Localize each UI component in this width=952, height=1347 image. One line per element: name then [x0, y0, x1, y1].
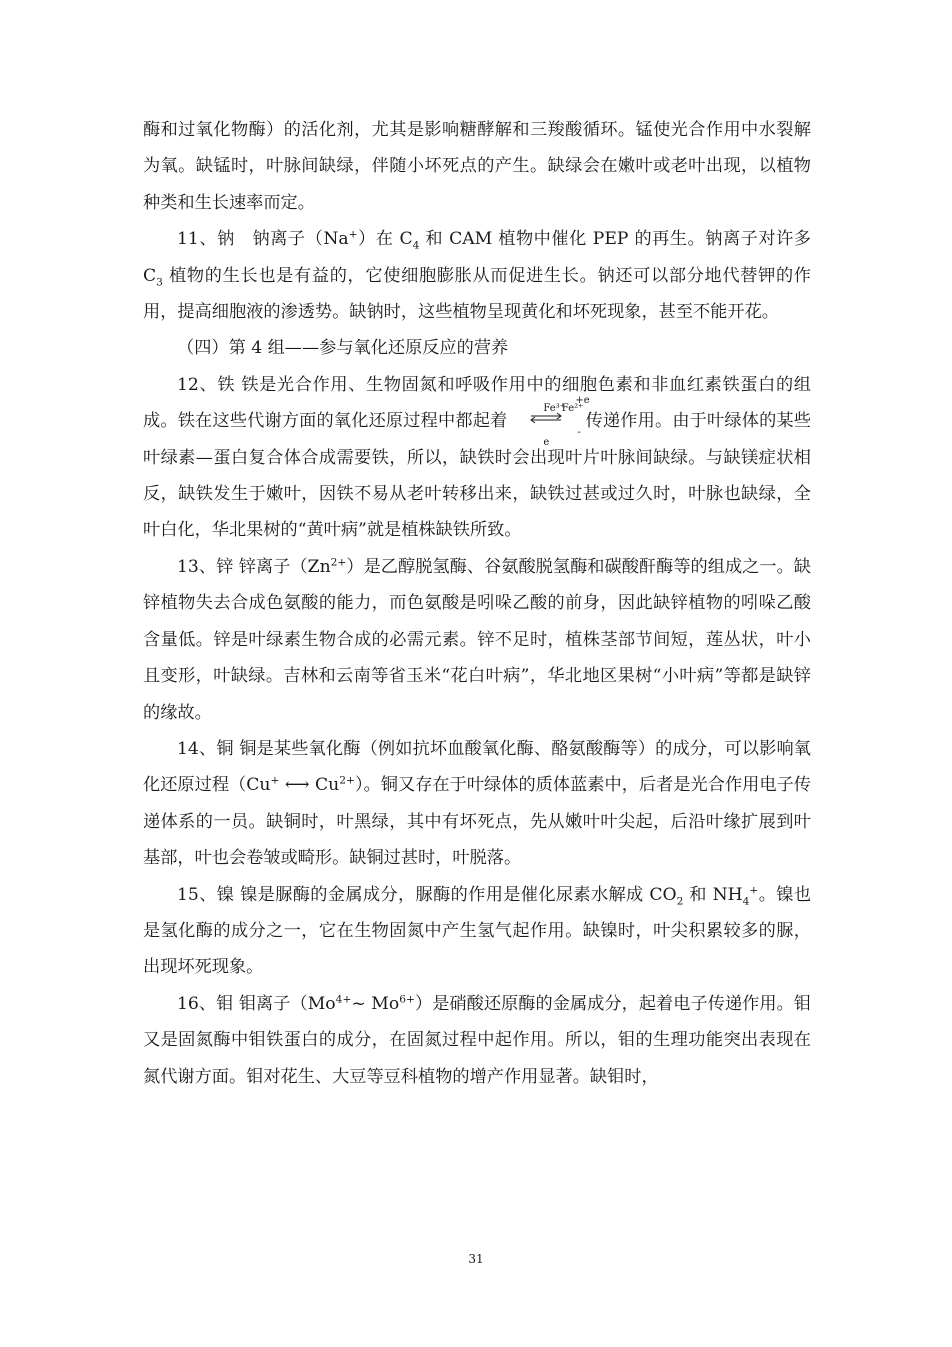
- text-run: 14、铜 铜是某些氧化酶（例如抗坏血酸氧化酶、酪氨酸酶等）的成分，可以影响氧化还原过程（Cu: [143, 738, 811, 796]
- superscript: 4+: [335, 992, 352, 1006]
- text-run: ）。铜又存在于叶绿体的质体蓝素中，后者是光合作用电子传递体系的一员。缺铜时，叶黑绿，其中有坏死点，先从嫩叶叶尖起，后沿叶缘扩展到叶基部，叶也会卷皱或畸形。缺铜过甚时，叶脱落。: [143, 775, 811, 869]
- text-run: 15、镍 镍是脲酶的金属成分，脲酶的作用是催化尿素水解成 CO: [177, 884, 677, 905]
- redox-left: Fe³⁺: [543, 403, 566, 415]
- superscript: 2+: [330, 555, 347, 569]
- text-run: ）是乙醇脱氢酶、谷氨酸脱氢酶和碳酸酐酶等的组成之一。缺锌植物失去合成色氨酸的能力，而色氨酸是吲哚乙酸的前身，因此缺锌植物的吲哚乙酸含量低。锌是叶绿素生物合成的必需元素。锌不足时，植株茎部节间短，莲丛状，叶小且变形，叶缺绿。吉林和云南等省玉米“花白叶病”，华北地区果树“小叶病”等都是缺锌的缘故。: [143, 556, 811, 723]
- paragraph-copper: [143, 731, 811, 877]
- paragraph-molybdenum: [143, 986, 811, 1095]
- text-run: 和 NH: [683, 884, 743, 905]
- text-run: 传递作用。由于叶绿体的某些叶绿素—蛋白复合体合成需要铁，所以，缺铁时会出现叶片叶脉间缺绿。与缺镁症状相反，缺铁发生于嫩叶，因铁不易从老叶转移出来，缺铁过甚或过久时，叶脉也缺绿，全叶白化，华北果树的“黄叶病”就是植株缺铁所致。: [143, 411, 811, 541]
- text-run: 。镍也是氢化酶的成分之一，它在生物固氮中产生氢气起作用。缺镍时，叶尖积累较多的脲，出现坏死现象。: [143, 884, 811, 978]
- section-heading-group4: （四）第 4 组——参与氧化还原反应的营养: [177, 338, 509, 359]
- redox-equation: [507, 395, 590, 449]
- paragraph-iron: [143, 367, 811, 549]
- document-body: [143, 112, 811, 1095]
- subscript: 3: [156, 275, 163, 289]
- page-number: 31: [468, 1252, 484, 1266]
- subscript: 2: [676, 893, 684, 907]
- superscript: +: [270, 773, 280, 787]
- text-run: 植物的生长也是有益的，它使细胞膨胀从而促进生长。钠还可以部分地代替钾的作用，提高细胞液的渗透势。缺钠时，这些植物呈现黄化和坏死现象，甚至不能开花。: [143, 265, 811, 323]
- text-run: ）在 C: [357, 229, 413, 250]
- subscript: 4: [412, 238, 420, 252]
- text-run: 12、铁 铁是光合作用、生物固氮和呼吸作用中的细胞色素和非血红素铁蛋白的组成。铁在这些代谢方面的氧化还原过程中都起着: [143, 374, 811, 432]
- text-run: 11、钠 钠离子（Na: [177, 229, 349, 250]
- subscript: 4: [742, 893, 750, 907]
- text-run: ）是硝酸还原酶的金属成分，起着电子传递作用。钼又是固氮酶中钼铁蛋白的成分，在固氮过程中起作用。所以，钼的生理功能突出表现在氮代谢方面。钼对花生、大豆等豆科植物的增产作用显著。缺钼时，: [143, 993, 811, 1087]
- superscript: 2+: [339, 773, 355, 787]
- paragraph-manganese-continued: 酶和过氧化物酶）的活化剂，尤其是影响糖酵解和三羧酸循环。锰使光合作用中水裂解为氧。缺锰时，叶脉间缺绿，伴随小坏死点的产生。缺绿会在嫩叶或老叶出现，以植物种类和生长速率而定。: [143, 120, 811, 213]
- superscript: +: [348, 227, 358, 241]
- superscript: +: [749, 882, 759, 896]
- redox-bottom-label: -e: [543, 427, 581, 449]
- redox-top-label: +e: [575, 395, 590, 407]
- paragraph-nickel: [143, 877, 811, 986]
- text-run: 13、锌 锌离子（Zn: [177, 556, 331, 577]
- text-run: ⟷ Cu: [279, 775, 340, 796]
- text-run: 和 CAM 植物中催化 PEP 的再生。钠离子对许多 C: [143, 229, 811, 286]
- text-run: 16、钼 钼离子（Mo: [177, 993, 336, 1014]
- paragraph-zinc: [143, 549, 811, 731]
- paragraph-sodium: [143, 221, 811, 330]
- superscript: 6+: [399, 992, 415, 1006]
- text-run: ~ Mo: [351, 993, 400, 1014]
- redox-right: Fe²⁺: [561, 403, 584, 415]
